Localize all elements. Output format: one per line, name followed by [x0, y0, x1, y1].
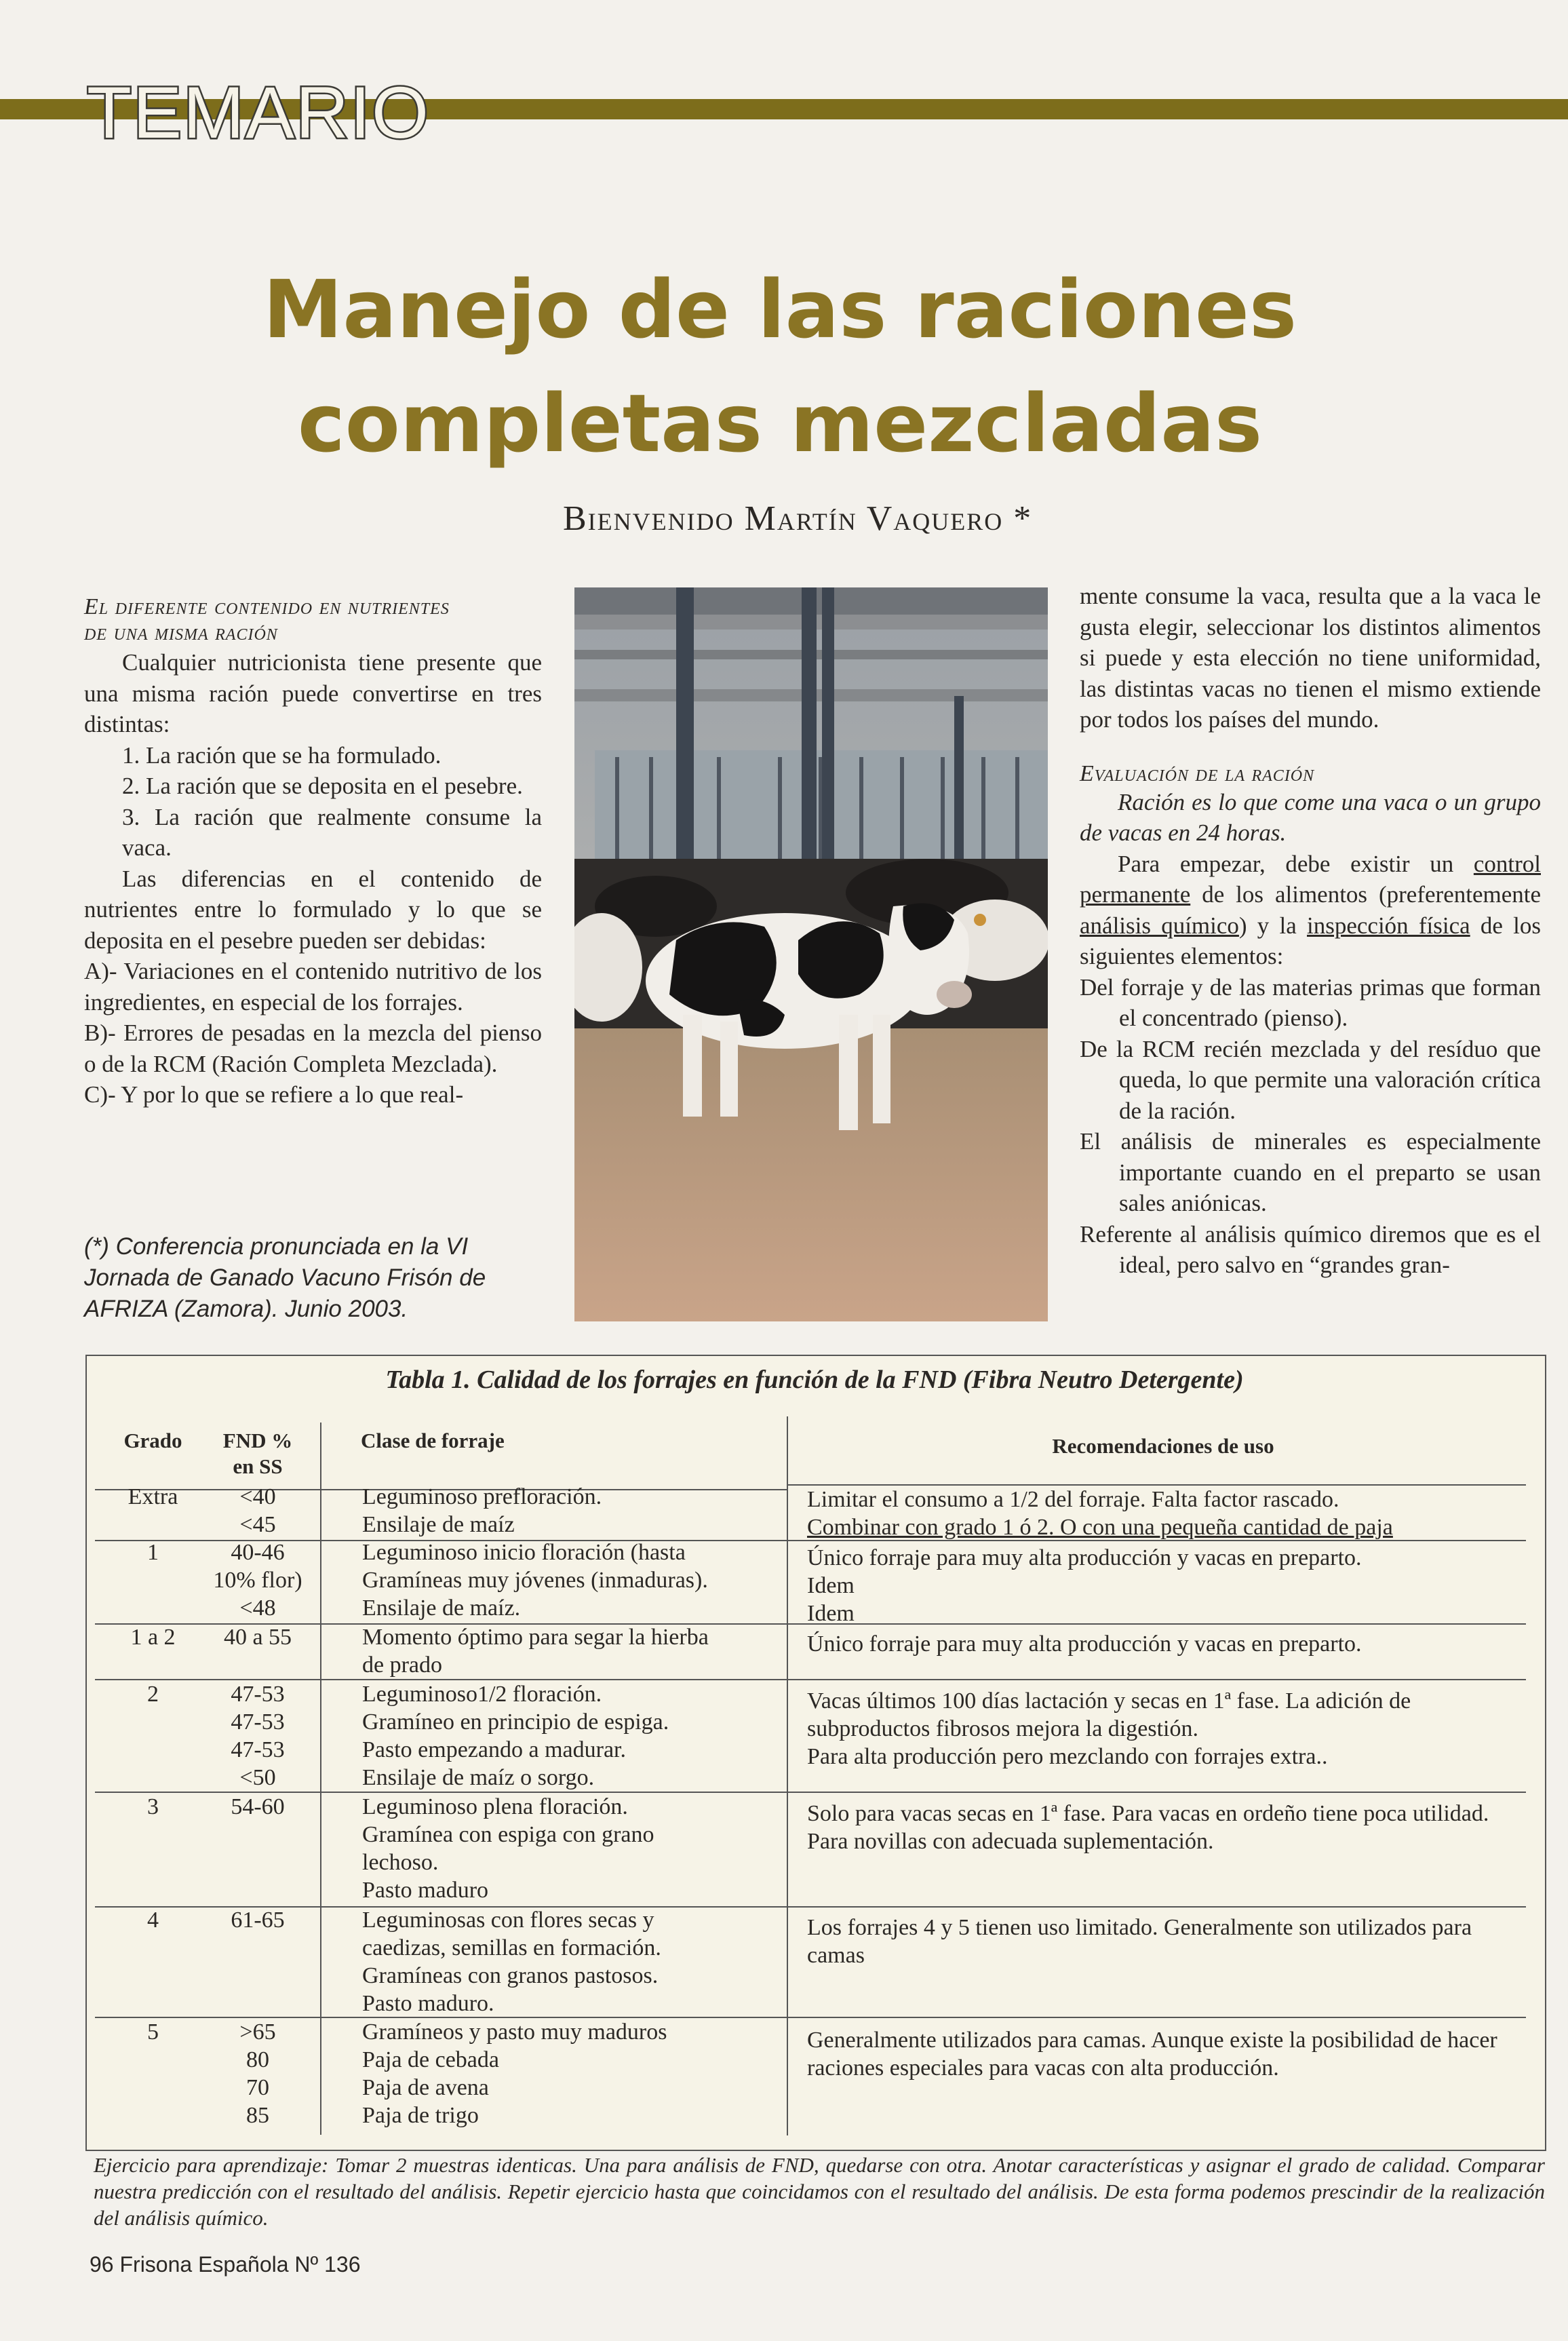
underlined-term: análisis químico	[1080, 912, 1239, 939]
column-rule	[787, 1416, 788, 2135]
cell-fnd	[203, 1793, 312, 1821]
header-fnd-line2: en SS	[233, 1454, 283, 1478]
cell-recomendaciones	[807, 1544, 1519, 1627]
cell-clase	[362, 1680, 783, 1792]
clase-line: Gramíneas muy jóvenes (inmaduras).	[362, 1568, 708, 1593]
cell-fnd	[203, 1680, 312, 1792]
header-recomendaciones: Recomendaciones de uso	[1052, 1434, 1274, 1458]
section-tag: TEMARIO	[87, 71, 431, 153]
clase-line: Gramíneos y pasto muy maduros	[362, 2019, 667, 2045]
header-grado: Grado	[123, 1429, 182, 1452]
cell-clase	[362, 1483, 783, 1539]
footnote: (*) Conferencia pronunciada en la VI Jornada de Ganado Vacuno Frisón de AFRIZA (Zamora). Junio 2003.	[84, 1233, 486, 1322]
left-column	[84, 594, 542, 1110]
clase-line: Paja de avena	[362, 2075, 489, 2100]
paragraph: B)- Errores de pesadas en la mezcla del pienso o de la RCM (Ración Completa Mezclada).	[84, 1020, 542, 1077]
header-fnd	[203, 1428, 312, 1479]
title-line-1: Manejo de las raciones	[262, 263, 1297, 356]
cell-recomendaciones	[807, 1486, 1519, 1541]
fnd-value: 47-53	[231, 1709, 285, 1735]
cell-fnd	[203, 1906, 312, 1934]
clase-line: caedizas, semillas en formación.	[362, 1935, 661, 1960]
cow-photo	[574, 587, 1048, 1321]
column-rule	[320, 1423, 321, 2135]
recom-line: Limitar el consumo a 1/2 del forraje. Falta factor rascado.	[807, 1487, 1339, 1512]
cell-grado: Extra	[128, 1484, 178, 1509]
cell-recomendaciones	[807, 1630, 1519, 1658]
cell-fnd	[203, 1539, 312, 1622]
fnd-value: 54-60	[231, 1794, 285, 1819]
author-byline: Bienvenido Martín Vaquero *	[563, 499, 1033, 538]
clase-line: Ensilaje de maíz.	[362, 1595, 521, 1621]
cell-grado: 2	[147, 1682, 159, 1707]
text: de los siguientes elementos:	[1080, 912, 1541, 969]
fnd-value: <45	[239, 1512, 276, 1537]
list-item: 3. La ración que realmente consume la vaca.	[122, 803, 542, 861]
underlined-term: inspección física	[1307, 912, 1470, 939]
list-item: 2. La ración que se deposita en el pesebre.	[122, 773, 523, 799]
cow-photo-illustration	[574, 587, 1048, 1321]
cell-clase	[362, 1793, 783, 1904]
fnd-value: >65	[239, 2019, 276, 2045]
cell-fnd	[203, 1623, 312, 1651]
fnd-value: 85	[246, 2103, 269, 2128]
clase-line: Ensilaje de maíz	[362, 1512, 515, 1537]
article-title	[203, 252, 1356, 480]
clase-line: lechoso.	[362, 1850, 439, 1875]
paragraph: mente consume la vaca, resulta que a la vaca le gusta elegir, seleccionar los distintos alimentos si puede y esta elección no tiene uniformidad, las distintas vacas no tienen el mismo extiende por todos los países del mundo.	[1080, 583, 1541, 733]
clase-line: Gramíneas con granos pastosos.	[362, 1963, 659, 1988]
clase-line: Pasto maduro	[362, 1878, 489, 1903]
section-heading: El diferente contenido en nutrientes	[84, 594, 450, 619]
recom-line: Idem	[807, 1601, 855, 1626]
recom-line: Generalmente utilizados para camas. Aunque existe la posibilidad de hacer raciones especiales para vacas con alta producción.	[807, 2028, 1497, 2081]
cell-grado: 3	[147, 1794, 159, 1819]
fnd-value: 40-46	[231, 1540, 285, 1565]
cell-fnd	[203, 1483, 312, 1539]
paragraph: C)- Y por lo que se refiere a lo que real-	[84, 1081, 464, 1108]
page-folio: 96 Frisona Española Nº 136	[90, 2252, 361, 2277]
recom-line: Vacas últimos 100 días lactación y secas en 1ª fase. La adición de subproductos fibrosos mejora la digestión.	[807, 1688, 1411, 1741]
section-heading: Evaluación de la ración	[1080, 760, 1315, 786]
list-item: De la RCM recién mezclada y del resíduo que queda, lo que permite una valoración crítica de la ración.	[1080, 1035, 1541, 1124]
fnd-value: <48	[239, 1595, 276, 1621]
clase-line: Leguminosas con flores secas y	[362, 1908, 654, 1933]
text: ) y la	[1238, 912, 1307, 939]
clase-line: Paja de cebada	[362, 2047, 499, 2072]
paragraph: Las diferencias en el contenido de nutrientes entre lo formulado y lo que se deposita en el pesebre pueden ser debidas:	[84, 865, 542, 954]
cell-clase	[362, 2018, 783, 2129]
right-column	[1080, 581, 1541, 1281]
title-line-2: completas mezcladas	[297, 376, 1263, 470]
fnd-value: 47-53	[231, 1682, 285, 1707]
underlined-term: control permanente	[1080, 850, 1541, 908]
clase-line: Gramíneo en principio de espiga.	[362, 1709, 669, 1735]
text: Para empezar, debe existir un	[1118, 850, 1474, 877]
fnd-value: 61-65	[231, 1908, 285, 1933]
clase-line: Ensilaje de maíz o sorgo.	[362, 1765, 595, 1790]
fnd-value: <40	[239, 1484, 276, 1509]
cell-clase	[362, 1906, 783, 2017]
fnd-value: 70	[246, 2075, 269, 2100]
paragraph: Cualquier nutricionista tiene presente que una misma ración puede convertirse en tres distintas:	[84, 649, 542, 737]
header-clase: Clase de forraje	[361, 1429, 505, 1452]
cell-recomendaciones	[807, 1800, 1519, 1855]
clase-line: Gramínea con espiga con grano	[362, 1822, 654, 1847]
recom-line: Único forraje para muy alta producción y vacas en preparto.	[807, 1545, 1362, 1570]
table-title: Tabla 1. Calidad de los forrajes en función de la FND (Fibra Neutro Detergente)	[385, 1366, 1244, 1394]
cell-clase	[362, 1623, 783, 1679]
paragraph: A)- Variaciones en el contenido nutritivo de los ingredientes, en especial de los forrajes.	[84, 958, 542, 1015]
header-fnd-line1: FND %	[222, 1429, 293, 1452]
cell-grado: 4	[147, 1908, 159, 1933]
list-item: El análisis de minerales es especialmente importante cuando en el preparto se usan sales aniónicas.	[1080, 1128, 1541, 1216]
recom-line: Único forraje para muy alta producción y vacas en preparto.	[807, 1631, 1362, 1657]
cell-fnd	[203, 2018, 312, 2129]
list-item: 1. La ración que se ha formulado.	[122, 741, 442, 769]
exercise-note: Ejercicio para aprendizaje: Tomar 2 muestras identicas. Una para análisis de FND, quedarse con otra. Anotar características y asignar el grado de calidad. Comparar nuestra predicción con el resultado del análisis. Repetir ejercicio hasta que coincidamos con el resultado del análisis. De esta forma podemos prescindir de la realización del análisis químico.	[94, 2153, 1545, 2230]
cell-recomendaciones	[807, 2026, 1519, 2082]
cell-grado: 1	[147, 1540, 159, 1565]
recom-line: Idem	[807, 1573, 855, 1598]
clase-line: Leguminoso1/2 floración.	[362, 1682, 602, 1707]
fnd-value: 40 a 55	[223, 1625, 292, 1650]
clase-line: Paja de trigo	[362, 2103, 479, 2128]
cell-recomendaciones	[807, 1687, 1519, 1771]
section-heading-cont: de una misma ración	[84, 620, 278, 645]
fnd-value: <50	[239, 1765, 276, 1790]
fnd-value: 47-53	[231, 1737, 285, 1762]
recom-line: Combinar con grado 1 ó 2. O con una pequeña cantidad de paja	[807, 1515, 1393, 1540]
cell-recomendaciones	[807, 1914, 1519, 1969]
cell-clase	[362, 1539, 783, 1622]
definition: Ración es lo que come una vaca o un grupo de vacas en 24 horas.	[1080, 788, 1541, 846]
cell-grado: 1 a 2	[130, 1625, 176, 1650]
cell-grado: 5	[147, 2019, 159, 2045]
list-item: Referente al análisis químico diremos que es el ideal, pero salvo en “grandes gran-	[1080, 1220, 1541, 1278]
clase-line: Leguminoso prefloración.	[362, 1484, 602, 1509]
paragraph	[1080, 849, 1541, 972]
clase-line: Pasto maduro.	[362, 1991, 494, 2016]
clase-line: Pasto empezando a madurar.	[362, 1737, 626, 1762]
list-item: Del forraje y de las materias primas que forman el concentrado (pienso).	[1080, 973, 1541, 1031]
fnd-value: 80	[246, 2047, 269, 2072]
text: de los alimentos (preferentemente	[1190, 881, 1541, 908]
recom-line: Solo para vacas secas en 1ª fase. Para vacas en ordeño tiene poca utilidad. Para novillas con adecuada suplementación.	[807, 1801, 1489, 1854]
clase-line: Leguminoso plena floración.	[362, 1794, 628, 1819]
recom-line: Los forrajes 4 y 5 tienen uso limitado. Generalmente son utilizados para camas	[807, 1915, 1472, 1968]
clase-line: Leguminoso inicio floración (hasta	[362, 1540, 686, 1565]
fnd-value: 10% flor)	[213, 1568, 302, 1593]
recom-line: Para alta producción pero mezclando con forrajes extra..	[807, 1744, 1328, 1769]
clase-line: Momento óptimo para segar la hierba	[362, 1625, 709, 1650]
clase-line: de prado	[362, 1652, 443, 1678]
